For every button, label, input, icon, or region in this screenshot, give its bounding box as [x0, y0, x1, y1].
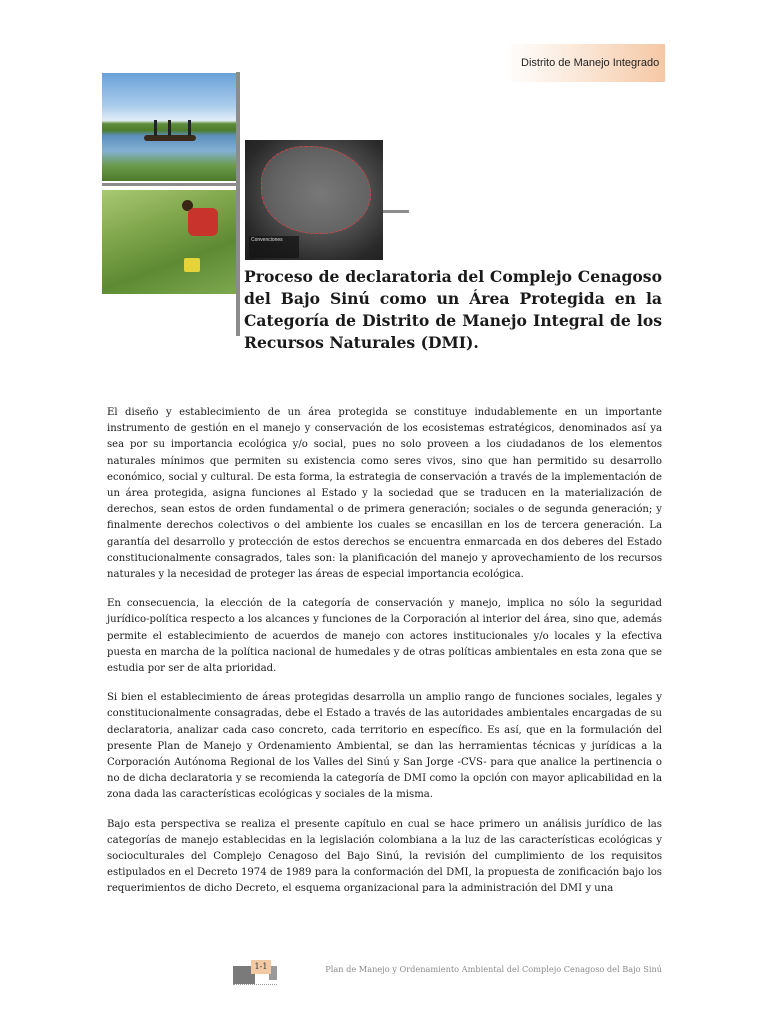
- footer-document-title: Plan de Manejo y Ordenamiento Ambiental del Complejo Cenagoso del Bajo Sinú: [325, 964, 662, 974]
- section-header-tab: [505, 44, 665, 82]
- farmer-shirt: [188, 208, 218, 236]
- wetland-boat-photo: [102, 73, 236, 181]
- page-number: 1-1: [251, 960, 271, 974]
- vertical-divider: [236, 72, 240, 336]
- map-legend-title: Convenciones: [251, 237, 283, 243]
- map-legend: [249, 236, 299, 258]
- horizontal-divider: [102, 183, 238, 186]
- fisher-figure: [154, 120, 157, 136]
- region-map-image: [245, 140, 383, 260]
- fisher-figure: [168, 120, 171, 136]
- farmer-field-photo: [102, 190, 236, 294]
- footer-dotted-line: [233, 984, 277, 985]
- paragraph: En consecuencia, la elección de la categoría de conservación y manejo, implica no sólo la seguridad jurídico-política respecto a los alcances y funciones de la Corporación al interior del área, sino que, además permite el establecimiento de acuerdos de manejo con actores institucionales y/o locales y la efectiva puesta en marcha de la política nacional de humedales y de otras políticas ambientales en esta zona que se estudia por ser de alta prioridad.: [107, 598, 662, 675]
- fisher-figure: [188, 120, 191, 136]
- body-text: [107, 405, 662, 911]
- section-header-label: Distrito de Manejo Integrado: [521, 57, 660, 69]
- section-title: Proceso de declaratoria del Complejo Cenagoso del Bajo Sinú como un Área Protegida en la Categoría de Distrito de Manejo Integral de los Recursos Naturales (DMI).: [244, 267, 662, 352]
- paragraph: Si bien el establecimiento de áreas protegidas desarrolla un amplio rango de funciones sociales, legales y constitucionalmente consagradas, debe el Estado a través de las autoridades ambientales encargadas de su declaratoria, analizar cada caso concreto, cada territorio en específico. Es así, que en la formulación del presente Plan de Manejo y Ordenamiento Ambiental, se dan las herramientas técnicas y jurídicas a la Corporación Autónoma Regional de los Valles del Sinú y San Jorge -CVS- para que analice la pertinencia o no de dicha declaratoria y se recomienda la categoría de DMI como la opción con mayor aplicabilidad en la zona dada las características ecológicas y sociales de la misma.: [107, 692, 662, 801]
- horizontal-accent: [383, 210, 409, 213]
- paragraph: Bajo esta perspectiva se realiza el presente capítulo en cual se hace primero un análisis jurídico de las categorías de manejo establecidas en la legislación colombiana a la luz de las características ecológicas y socioculturales del Complejo Cenagoso del Bajo Sinú, la revisión del cumplimiento de los requisitos estipulados en el Decreto 1974 de 1989 para la conformación del DMI, la propuesta de zonificación bajo los requerimientos de dicho Decreto, el esquema organizacional para la administración del DMI y una: [107, 818, 662, 895]
- page-number-marker: [233, 960, 281, 986]
- yellow-bucket: [184, 258, 200, 272]
- map-region-outline: [261, 146, 371, 234]
- paragraph: El diseño y establecimiento de un área protegida se constituye indudablemente en un importante instrumento de gestión en el manejo y conservación de los ecosistemas estratégicos, denominados así ya sea por su importancia ecológica y/o social, pues no solo proveen a los ciudadanos de los elementos naturales mínimos que permiten su existencia como seres vivos, sino que han permitido su desarrollo económico, social y cultural. De esta forma, la estrategia de conservación a través de la implementación de un área protegida, asigna funciones al Estado y la sociedad que se traducen en la materialización de derechos, sean estos de orden fundamental o de primera generación; sociales o de segunda generación; y finalmente derechos colectivos o del ambiente los cuales se encasillan en los de tercera generación. La garantía del desarrollo y protección de estos derechos se encuentra enmarcada en dos deberes del Estado constitucionalmente consagrados, tales son: la planificación del manejo y aprovechamiento de los recursos naturales y la necesidad de proteger las áreas de especial importancia ecológica.: [107, 407, 662, 581]
